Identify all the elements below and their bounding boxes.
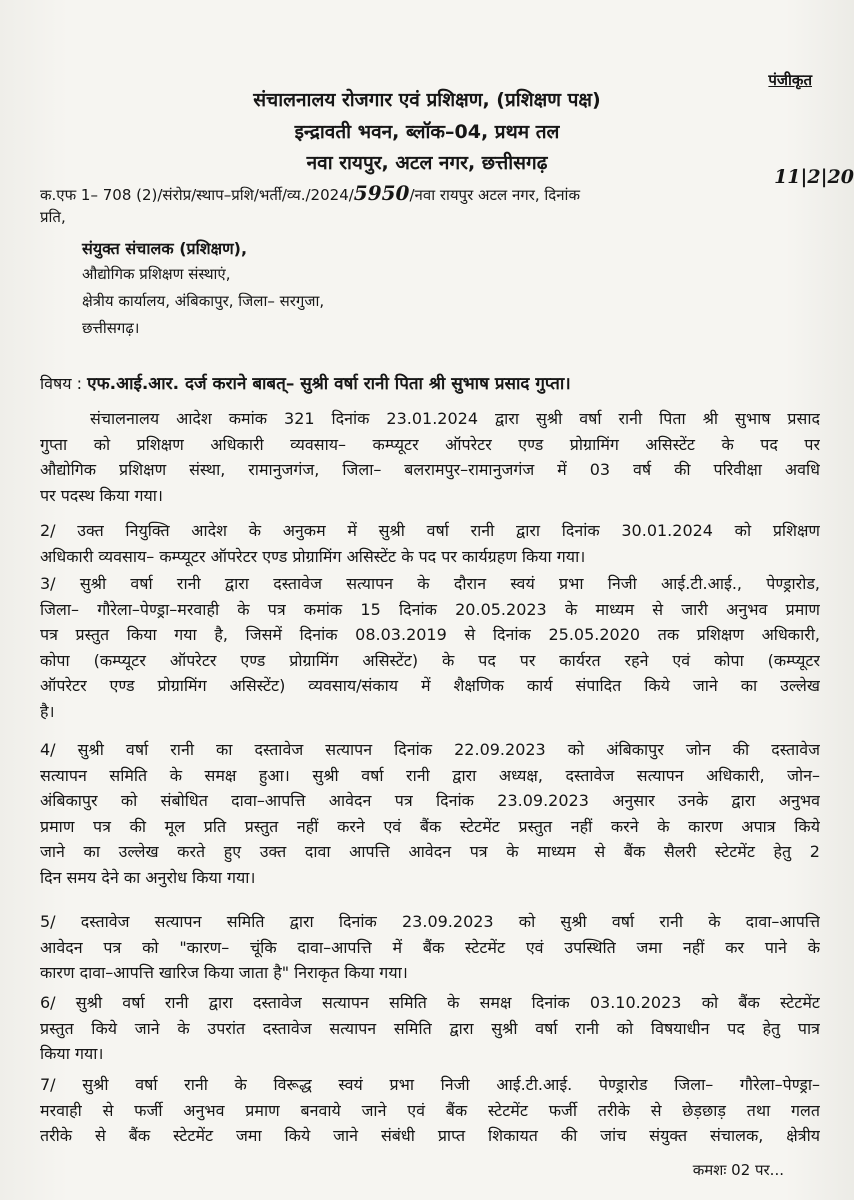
paragraph-line: पर पदस्थ किया गया। [40,485,163,505]
paragraph-line: प्रस्तुत किये जाने के उपरांत दस्तावेज सत्यापन समिति द्वारा सुश्री वर्षा रानी को विषयाधीन पद हेतु पात्र [40,1018,820,1038]
paragraph-line: अंबिकापुर को संबोधित दावा–आपत्ति आवेदन पत्र दिनांक 23.09.2023 अनुसार उनके द्वारा अनुभव [40,791,820,810]
paragraph-6 [40,990,820,1067]
paragraph-line: है। [40,701,55,721]
continuation-note: कमशः 02 पर... [692,1161,784,1179]
header-line-1: संचालनालय रोजगार एवं प्रशिक्षण, (प्रशिक्षण पक्ष) [253,89,601,111]
subject-line [40,371,571,394]
paragraph-2 [40,518,820,569]
address-line-4: छत्तीसगढ़। [82,319,140,337]
paragraph-line: कारण दावा–आपत्ति खारिज किया जाता है" निराकृत किया गया। [40,963,408,982]
paragraph-line: तरीके से बैंक स्टेटमेंट जमा किये जाने संबंधी प्राप्त शिकायत की जांच संयुक्त संचालक, क्षेत्रीय [40,1126,820,1145]
paragraph-7 [40,1072,820,1149]
paragraph-line: पत्र प्रस्तुत किया गया है, जिसमें दिनांक 08.03.2019 से दिनांक 25.05.2020 तक प्रशिक्षण अधिकारी, [40,625,820,644]
paragraph-line: 4/ सुश्री वर्षा रानी का दस्तावेज सत्यापन दिनांक 22.09.2023 को अंबिकापुर जोन की दस्तावेज [40,740,820,759]
header-line-3: नवा रायपुर, अटल नगर, छत्तीसगढ़ [306,152,548,174]
paragraph-line: 7/ सुश्री वर्षा रानी के विरूद्ध स्वयं प्रभा निजी आई.टी.आई. पेण्ड्रारोड जिला– गौरेला–पेण्ड्रा– [40,1075,820,1094]
registered-mark: पंजीकृत [768,71,812,89]
paragraph-line: गुप्ता को प्रशिक्षण अधिकारी व्यवसाय– कम्प्यूटर ऑपरेटर एण्ड प्रोग्रामिंग असिस्टेंट के पद पर [40,434,820,454]
to-label: प्रति, [40,208,66,226]
paragraph-line: संचालनालय आदेश कमांक 321 दिनांक 23.01.2024 द्वारा सुश्री वर्षा रानी पिता श्री सुभाष प्रसाद [90,409,820,428]
paragraph-line: जाने का उल्लेख करते हुए उक्त दावा आपत्ति आवेदन पत्र के माध्यम से बैंक सैलरी स्टेटमेंट हेतु 2 [40,842,820,861]
paragraph-line: 5/ दस्तावेज सत्यापन समिति द्वारा दिनांक 23.09.2023 को सुश्री वर्षा रानी के दावा–आपत्ति [40,912,820,931]
paragraph-line: दिन समय देने का अनुरोध किया गया। [40,867,256,887]
paragraph-line: मरवाही से फर्जी अनुभव प्रमाण बनवाये जाने एवं बैंक स्टेटमेंट फर्जी तरीके से छेड़छाड़ तथा गलत [40,1100,820,1120]
paragraph-line: जिला– गौरेला–पेण्ड्रा–मरवाही के पत्र कमांक 15 दिनांक 20.05.2023 के माध्यम से जारी अनुभव प्रमाण [40,599,820,619]
paragraph-line: 2/ उक्त नियुक्ति आदेश के अनुकम में सुश्री वर्षा रानी द्वारा दिनांक 30.01.2024 को प्रशिक्षण [40,521,820,540]
paragraph-5 [40,909,820,986]
reference-suffix: /नवा रायपुर अटल नगर, दिनांक [409,186,580,204]
reference-line [40,181,580,205]
handwritten-date: 11|2|20 [774,166,854,188]
paragraph-line: आवेदन पत्र को "कारण– चूंकि दावा–आपत्ति में बैंक स्टेटमेंट एवं उपस्थिति जमा नहीं कर पाने के [40,937,820,957]
paragraph-line: अधिकारी व्यवसाय– कम्प्यूटर ऑपरेटर एण्ड प्रोग्रामिंग असिस्टेंट के पद पर कार्यग्रहण किया गया। [40,546,586,566]
paragraph-line: सत्यापन समिति के समक्ष हुआ। सुश्री वर्षा रानी द्वारा अध्यक्ष, दस्तावेज सत्यापन अधिकारी, जोन– [40,765,820,785]
paragraph-line: ऑपरेटर एण्ड प्रोग्रामिंग असिस्टेंट) व्यवसाय/संकाय में शैक्षणिक कार्य संपादित किये जाने का उल्लेख [40,676,820,695]
paragraph-line: औद्योगिक प्रशिक्षण संस्था, रामानुजगंज, जिला– बलरामपुर–रामानुजगंज में 03 वर्ष की परिवीक्षा अवधि [40,460,820,479]
address-line-2: औद्योगिक प्रशिक्षण संस्थाएं, [82,265,231,283]
header-line-2: इन्द्रावती भवन, ब्लॉक–04, प्रथम तल [294,121,560,143]
paragraph-line: 3/ सुश्री वर्षा रानी द्वारा दस्तावेज सत्यापन के दौरान स्वयं प्रभा निजी आई.टी.आई., पेण्ड्रारोड, [40,574,820,593]
paragraph-1 [40,406,820,508]
subject-text: एफ.आई.आर. दर्ज कराने बाबत्– सुश्री वर्षा रानी पिता श्री सुभाष प्रसाद गुप्ता। [87,374,571,394]
address-line-1: संयुक्त संचालक (प्रशिक्षण), [82,239,248,258]
paragraph-line: किया गया। [40,1044,104,1063]
paragraph-3 [40,571,820,724]
subject-label: विषय : [40,374,83,393]
paragraph-4 [40,737,820,890]
paragraph-line: 6/ सुश्री वर्षा रानी द्वारा दस्तावेज सत्यापन समिति के समक्ष दिनांक 03.10.2023 को बैंक स्टेटमेंट [40,993,820,1012]
reference-prefix: क.एफ 1– 708 (2)/संरोप्र/स्थाप–प्रशि/भर्ती/व्य./2024/ [40,186,354,204]
reference-number: 5950 [353,181,410,205]
paragraph-line: कोपा (कम्प्यूटर ऑपरेटर एण्ड प्रोग्रामिंग असिस्टेंट) के पद पर कार्यरत रहने एवं कोपा (कम्प्यूटर [40,650,820,670]
address-line-3: क्षेत्रीय कार्यालय, अंबिकापुर, जिला– सरगुजा, [82,292,325,310]
paragraph-line: प्रमाण पत्र की मूल प्रति प्रस्तुत नहीं करने एवं बैंक स्टेटमेंट प्रस्तुत नहीं करने के कारण अपात्र किये [40,816,820,836]
